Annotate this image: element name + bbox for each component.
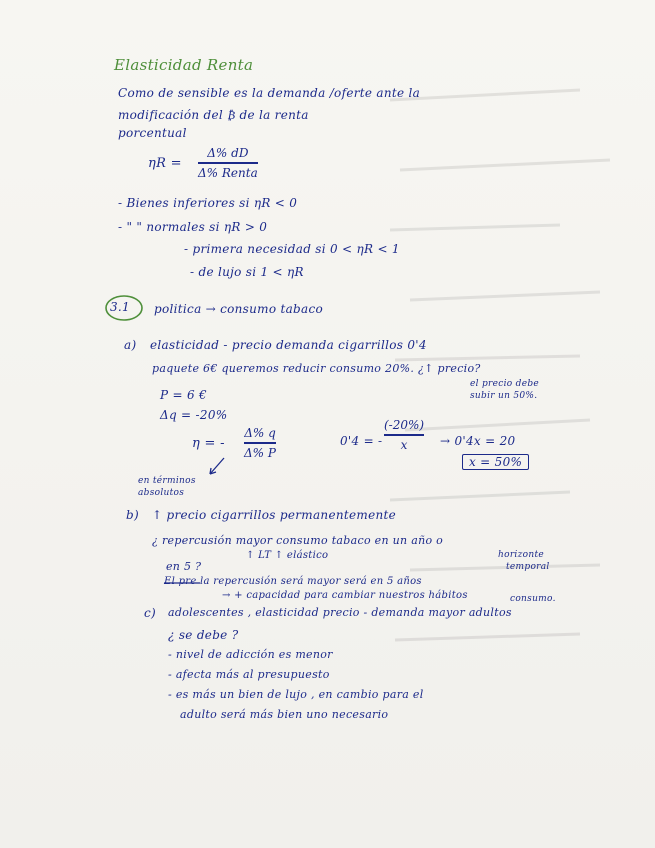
part-b-line-5: → + capacidad para cambiar nuestros hábitos (222, 590, 468, 601)
formula-denominator: Δ% Renta (198, 165, 258, 180)
part-b-side-3: consumo. (510, 594, 556, 604)
eta-lhs: η = - (192, 436, 225, 451)
eta-numerator: Δ% q (244, 426, 276, 440)
intro-line-1: Como de sensible es la demanda /oferte ante la (118, 86, 421, 100)
calc-numerator: (-20%) (384, 418, 425, 432)
part-b-line-3: en 5 ? (166, 560, 202, 573)
case-necessity: - primera necesidad si 0 < ηR < 1 (184, 242, 400, 256)
note-terms-2: absolutos (138, 488, 185, 498)
part-a-label: a) (124, 338, 137, 352)
quantity-change: Δq = -20% (160, 408, 228, 422)
part-a-line-2: paquete 6€ queremos reducir consumo 20%. ¿↑ precio? (152, 362, 481, 375)
part-c-label: c) (144, 606, 157, 620)
intro-line-3: porcentual (118, 126, 187, 140)
part-b-side-2: temporal (506, 562, 550, 572)
part-b-side-1: horizonte (498, 550, 544, 560)
part-b-line-4: El pre la repercusión será mayor será en 5 años (164, 576, 422, 587)
note-terms-1: en términos (138, 476, 196, 486)
exercise-number: 3.1 (110, 300, 130, 314)
exercise-title: politica → consumo tabaco (154, 302, 324, 316)
case-luxury: - de lujo si 1 < ηR (190, 265, 304, 279)
calc-lhs: 0'4 = - (340, 434, 383, 448)
formula-lhs: ηR = (148, 156, 182, 171)
case-normal: - " " normales si ηR > 0 (118, 220, 268, 234)
part-c-item-2: - afecta más al presupuesto (168, 668, 330, 681)
eta-denominator: Δ% P (244, 445, 276, 460)
part-c-line-2: ¿ se debe ? (168, 628, 239, 642)
calc-result-box: x = 50% (462, 454, 529, 470)
part-c-item-1: - nivel de adicción es menor (168, 648, 333, 661)
intro-line-2: modificación del ₿ de la renta (118, 108, 309, 122)
calc-step: → 0'4x = 20 (440, 434, 516, 448)
part-b-label: b) (126, 508, 139, 522)
case-inferior: - Bienes inferiores si ηR < 0 (118, 196, 298, 210)
part-a-side-1: el precio debe (470, 379, 540, 389)
price-value: P = 6 € (160, 388, 207, 402)
part-a-line-1: elasticidad - precio demanda cigarrillos 0'4 (150, 338, 427, 352)
part-a-side-2: subir un 50%. (470, 391, 538, 401)
part-c-item-4: adulto será más bien uno necesario (180, 708, 389, 721)
part-c-item-3: - es más un bien de lujo , en cambio para el (168, 688, 424, 701)
page-title: Elasticidad Renta (114, 56, 254, 74)
calc-denominator: x (400, 437, 408, 452)
part-b-line-2: ¿ repercusión mayor consumo tabaco en un año o (152, 534, 444, 547)
part-b-line-1: ↑ precio cigarrillos permanentemente (152, 508, 397, 522)
formula-numerator: Δ% dD (207, 146, 249, 160)
part-b-annotation: ↑ LT ↑ elástico (246, 550, 329, 561)
part-c-line-1: adolescentes , elasticidad precio - demanda mayor adultos (168, 606, 512, 619)
